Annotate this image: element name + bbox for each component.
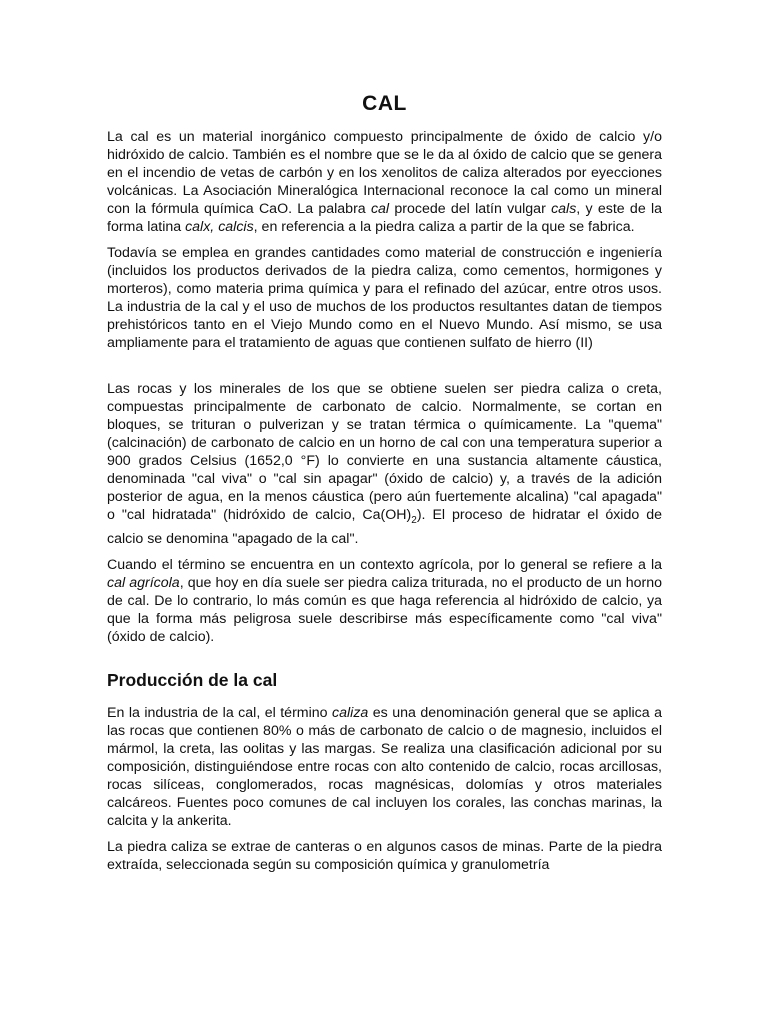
paragraph-uses: Todavía se emplea en grandes cantidades como material de construcción e ingeniería (incluidos los productos derivados de la piedra caliza, como cementos, hormigones y morteros), como materia prima química y para el refinado del azúcar, entre otros usos. La industria de la cal y el uso de muchos de los productos resultantes datan de tiempos prehistóricos tanto en el Viejo Mundo como en el Nuevo Mundo. Así mismo, se usa ampliamente para el tratamiento de aguas que contienen sulfato de hierro (II) [107,245,662,351]
text-run: procede del latín vulgar [389,201,552,217]
text-run: Las rocas y los minerales de los que se obtiene suelen ser piedra caliza o creta, compuestas principalmente de carbonato de calcio. Normalmente, se cortan en bloques, se trituran o pulverizan y se tratan térmica o químicamente. La "quema" (calcinación) de carbonato de calcio en un horno de cal con una temperatura superior a 900 grados Celsius (1652,0 °F) lo convierte en una sustancia altamente cáustica, denominada "cal viva" o "cal sin apagar" (óxido de calcio) y, a través de la adición posterior de agua, en la menos cáustica (pero aún fuertemente alcalina) "cal apagada" o "cal hidratada" (hidróxido de calcio, Ca(OH) [107,381,662,523]
page-title: CAL [362,92,407,115]
paragraph-extraction: La piedra caliza se extrae de canteras o en algunos casos de minas. Parte de la piedra extraída, seleccionada según su composición química y granulometría [107,838,662,873]
text-run: ). El proceso de hidratar el óxido de calcio se denomina "apagado de la cal". [107,507,662,547]
italic-term: cals [551,201,577,217]
paragraph-intro [107,128,662,236]
italic-term: calx, calcis [185,219,254,235]
paragraph-limestone-definition [107,704,662,830]
section-heading-production: Producción de la cal [107,669,278,690]
italic-term: cal [370,201,390,217]
text-run: , que hoy en día suele ser piedra caliza triturada, no el producto de un horno de cal. De lo contrario, lo más común es que haga referencia al hidróxido de calcio, ya que la forma más peligrosa suele describirse más específicamente como "cal viva" (óxido de calcio). [107,574,662,645]
text-run: La cal es un material inorgánico compuesto principalmente de óxido de calcio y/o hidróxido de calcio. También es el nombre que se le da al óxido de calcio que se genera en el incendio de vetas de carbón y en los xenolitos de caliza alterados por eyecciones volcánicas. La Asociación Mineralógica Internacional reconoce la cal como un mineral con la fórmula química CaO. La palabra [107,129,662,217]
italic-term: caliza [332,704,369,721]
text-run: En la industria de la cal, el término [107,704,333,721]
text-run: es una denominación general que se aplica a las rocas que contienen 80% o más de carbonato de calcio o de magnesio, incluidos el mármol, la creta, las oolitas y las margas. Se realiza una clasificación adicional por su composición, distinguiéndose entre rocas con alto contenido de calcio, rocas arcillosas, rocas silíceas, conglomerados, rocas magnésicas, dolomías y otros materiales calcáreos. Fuentes poco comunes de cal incluyen los corales, las conchas marinas, la calcita y la ankerita. [107,704,662,829]
text-run: , y este de la forma latina [107,201,663,235]
text-run: Cuando el término se encuentra en un contexto agrícola, por lo general se refiere a la [107,556,662,573]
paragraph-rocks [107,380,662,548]
italic-term: cal agrícola [107,574,180,591]
paragraph-agricultural [107,556,662,646]
subscript: 2 [411,514,417,526]
text-run: , en referencia a la piedra caliza a partir de la que se fabrica. [253,219,635,235]
